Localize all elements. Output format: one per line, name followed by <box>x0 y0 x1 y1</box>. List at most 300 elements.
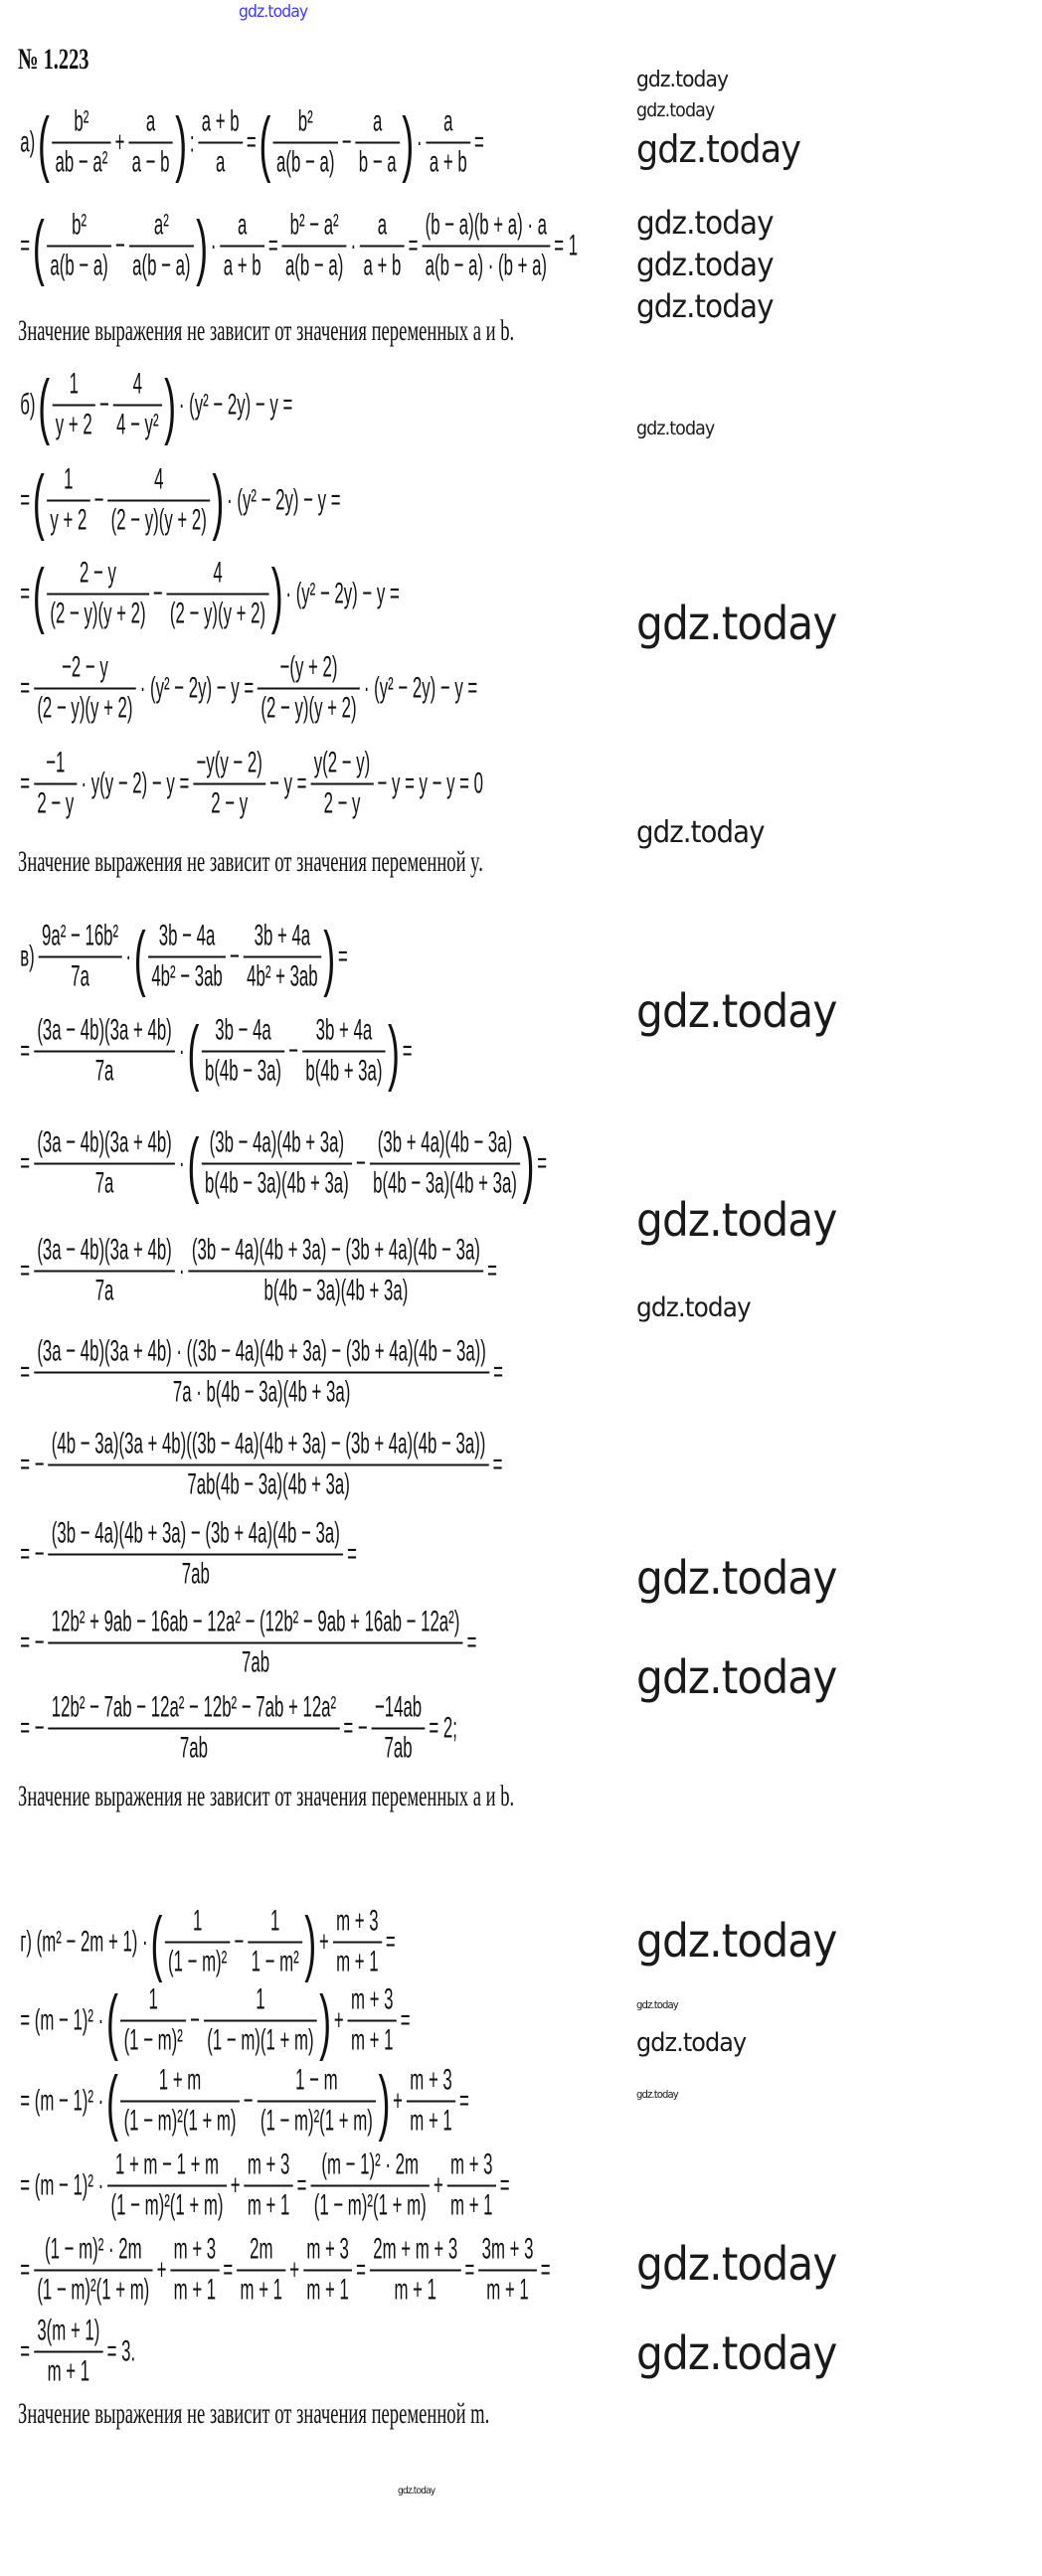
watermark-text: gdz.today <box>636 246 774 283</box>
numerator: b² <box>74 104 89 138</box>
fraction <box>107 2148 227 2223</box>
fraction <box>129 209 194 283</box>
math-text: + <box>230 2168 241 2201</box>
fraction <box>407 2064 455 2139</box>
math-text: = <box>20 1254 31 1287</box>
math-text: − y = <box>269 767 307 799</box>
math-text: = <box>20 229 31 261</box>
watermark-text: gdz.today <box>636 2028 747 2058</box>
fraction <box>34 651 136 726</box>
denominator: a(b − a) <box>47 245 111 283</box>
fraction <box>48 1691 339 1766</box>
numerator: 1 <box>192 1904 203 1938</box>
math-text: + <box>333 2003 344 2036</box>
math-line <box>18 2059 471 2143</box>
math-text: = <box>267 229 278 261</box>
math-text: · (y² − 2y) − y = <box>178 388 293 421</box>
fraction <box>426 105 470 180</box>
math-text: = <box>296 2168 307 2201</box>
denominator: 2 − y <box>193 782 265 821</box>
math-text: · (y² − 2y) − y = <box>227 483 341 516</box>
numerator: −2 − y <box>62 650 108 684</box>
fraction <box>244 920 321 994</box>
numerator: 4 <box>154 462 164 496</box>
math-text: − <box>152 577 163 609</box>
math-text: = <box>347 1537 357 1570</box>
math-text: · <box>179 1146 185 1179</box>
fraction <box>148 920 226 994</box>
fraction <box>244 2148 292 2223</box>
denominator: y + 2 <box>47 499 90 538</box>
math-text: = <box>385 1925 396 1958</box>
right-paren: ) <box>304 1900 317 1983</box>
math-line <box>18 2315 137 2389</box>
math-text: = <box>20 671 31 704</box>
math-text: + <box>114 125 125 158</box>
math-text: = <box>400 2003 411 2036</box>
math-text: − <box>98 388 109 421</box>
math-text: + <box>393 2084 404 2117</box>
numerator: y(2 − y) <box>313 746 371 779</box>
denominator: a + b <box>426 141 470 180</box>
right-paren: ) <box>196 204 209 287</box>
fraction <box>47 463 90 538</box>
denominator: 2 − y <box>34 782 78 821</box>
math-text: − <box>115 229 125 261</box>
fraction <box>355 105 400 180</box>
denominator: a(b − a) · (b + a) <box>422 245 550 283</box>
left-paren: ( <box>38 363 51 446</box>
fraction <box>48 1517 343 1592</box>
denominator: (1 − m)²(1 + m) <box>34 2269 153 2308</box>
numerator: 4 <box>132 367 142 401</box>
watermark-text: gdz.today <box>636 1998 678 2011</box>
math-text: = <box>464 2253 475 2286</box>
numerator: (3b − 4a)(4b + 3a) − (3b + 4a)(4b − 3a) <box>51 1516 340 1550</box>
numerator: a + b <box>201 104 240 138</box>
numerator: (3b − 4a)(4b + 3a) <box>209 1125 345 1159</box>
left-paren: ( <box>106 2059 118 2143</box>
denominator: m + 1 <box>303 2269 352 2308</box>
fraction <box>107 463 210 538</box>
denominator: m + 1 <box>348 2019 397 2058</box>
math-text: · <box>179 1254 185 1287</box>
math-text: · <box>125 940 131 972</box>
fraction <box>478 2233 537 2308</box>
math-text: − <box>341 125 352 158</box>
denominator: 7ab(4b − 3a)(4b + 3a) <box>48 1463 488 1502</box>
watermark-text: gdz.today <box>636 287 774 325</box>
fraction <box>34 2315 103 2389</box>
denominator: (1 − m)²(1 + m) <box>120 2100 240 2139</box>
math-text: = <box>20 577 31 609</box>
fraction <box>39 920 122 994</box>
math-text: − <box>243 2084 254 2117</box>
numerator: −1 <box>46 746 66 779</box>
denominator: 7ab <box>48 1727 339 1766</box>
math-text: · (y² − 2y) − y = <box>363 671 478 704</box>
math-text: · <box>179 1034 185 1067</box>
denominator: 1 − m² <box>248 1941 302 1979</box>
numerator: a <box>237 208 248 242</box>
denominator: (1 − m)² <box>120 2019 186 2058</box>
numerator: 1 <box>269 1904 280 1938</box>
watermark-text: gdz.today <box>636 1551 837 1605</box>
watermark-text: gdz.today <box>636 99 715 121</box>
math-line <box>18 915 350 998</box>
left-paren: ( <box>187 1121 200 1205</box>
watermark-text: gdz.today <box>636 418 715 439</box>
math-line <box>18 1335 505 1410</box>
watermark-text: gdz.today <box>636 2326 837 2380</box>
math-text: = <box>466 1626 477 1658</box>
numerator: a² <box>153 208 169 242</box>
denominator: 7ab <box>372 1727 426 1766</box>
math-text: · y(y − 2) − y = <box>81 767 190 799</box>
watermark-text: gdz.today <box>636 68 729 92</box>
denominator: 4b² − 3ab <box>148 955 226 994</box>
math-text: г) (m² − 2m + 1) · <box>20 1925 148 1958</box>
fraction <box>34 1234 175 1308</box>
watermark-text: gdz.today <box>636 597 837 650</box>
math-text: = <box>20 1355 31 1388</box>
fraction <box>34 1126 175 1201</box>
numerator: 1 <box>256 1982 265 2016</box>
denominator: (2 − y)(y + 2) <box>34 687 136 726</box>
denominator: m + 1 <box>407 2100 455 2139</box>
right-paren: ) <box>270 552 283 635</box>
numerator: m + 3 <box>306 2232 349 2266</box>
numerator: m + 3 <box>173 2232 217 2266</box>
math-text: = <box>402 1034 413 1067</box>
math-text: = <box>246 125 257 158</box>
denominator: m + 1 <box>333 1941 382 1979</box>
fraction <box>120 2064 240 2139</box>
math-text: − <box>234 1925 245 1958</box>
denominator: 2 − y <box>310 782 373 821</box>
denominator: m + 1 <box>447 2184 496 2223</box>
numerator: m + 3 <box>450 2147 493 2181</box>
math-text: = 2; <box>429 1711 457 1744</box>
denominator: b(4b − 3a)(4b + 3a) <box>202 1162 352 1201</box>
math-line <box>18 1428 505 1502</box>
denominator: m + 1 <box>244 2184 292 2223</box>
fraction <box>273 105 338 180</box>
left-paren: ( <box>106 1978 118 2062</box>
math-text: = <box>337 940 348 972</box>
math-text: в) <box>20 940 35 972</box>
watermark-text: gdz.today <box>636 1914 837 1968</box>
watermark-text: gdz.today <box>398 2486 435 2496</box>
numerator: 12b² − 7ab − 12a² − 12b² − 7ab + 12a² <box>51 1690 337 1724</box>
numerator: 3b + 4a <box>254 919 311 952</box>
fraction <box>372 1691 426 1766</box>
numerator: 1 <box>64 462 74 496</box>
left-paren: ( <box>150 1900 163 1983</box>
watermark-text: gdz.today <box>636 815 765 850</box>
fraction <box>48 1606 462 1680</box>
math-line <box>18 1121 549 1205</box>
conclusion-text: Значение выражения не зависит от значения переменных a и b. <box>18 314 515 347</box>
math-line <box>18 651 479 726</box>
denominator: 7a <box>39 955 122 994</box>
math-text: = (m − 1)² · <box>20 2168 104 2201</box>
numerator: 9a² − 16b² <box>42 919 119 952</box>
fraction <box>47 557 149 631</box>
fraction <box>202 1126 352 1201</box>
denominator: (2 − y)(y + 2) <box>47 593 149 631</box>
numerator: −14ab <box>374 1690 423 1724</box>
numerator: m + 3 <box>247 2147 290 2181</box>
math-line <box>18 1234 499 1308</box>
fraction <box>204 1983 317 2058</box>
math-text: = <box>20 483 31 516</box>
numerator: a <box>373 104 383 138</box>
math-text: = <box>20 1146 31 1179</box>
math-text: = <box>537 1146 548 1179</box>
denominator: (2 − y)(y + 2) <box>107 499 210 538</box>
right-paren: ) <box>388 1009 400 1093</box>
math-line <box>18 1009 415 1093</box>
numerator: 1 <box>69 367 79 401</box>
right-paren: ) <box>164 363 177 446</box>
math-text: = 1 <box>554 229 579 261</box>
denominator: ab − a² <box>52 141 110 180</box>
denominator: (2 − y)(y + 2) <box>258 687 360 726</box>
right-paren: ) <box>323 915 336 998</box>
math-line <box>18 458 343 542</box>
denominator: 7a <box>34 1270 175 1308</box>
math-line <box>18 1978 413 2062</box>
fraction <box>189 1234 484 1308</box>
math-line <box>18 1900 398 1983</box>
math-line <box>18 1517 359 1592</box>
math-text: · (y² − 2y) − y = <box>139 671 255 704</box>
numerator: (m − 1)² · 2m <box>321 2147 419 2181</box>
denominator: b(4b − 3a)(4b + 3a) <box>189 1270 484 1308</box>
right-paren: ) <box>175 100 188 184</box>
math-text: = <box>20 2334 31 2367</box>
watermark-text: gdz.today <box>636 2088 678 2101</box>
fraction <box>34 1335 489 1410</box>
denominator: 7ab <box>48 1641 462 1680</box>
numerator: 1 <box>148 1982 158 2016</box>
math-line <box>18 363 294 446</box>
denominator: 7a <box>34 1050 175 1089</box>
fraction <box>370 1126 520 1201</box>
left-paren: ( <box>259 100 271 184</box>
math-text: = − <box>20 1626 45 1658</box>
fraction <box>302 1014 386 1089</box>
fraction <box>34 2233 153 2308</box>
numerator: (3a − 4b)(3a + 4b) · ((3b − 4a)(4b + 3a) − (3b + 4a)(4b − 3a)) <box>37 1334 486 1368</box>
denominator: a <box>198 141 243 180</box>
math-text: = <box>492 1448 503 1480</box>
denominator: a + b <box>360 245 405 283</box>
right-paren: ) <box>319 1978 332 2062</box>
numerator: 1 + m <box>158 2063 202 2097</box>
numerator: (3b + 4a)(4b − 3a) <box>377 1125 513 1159</box>
fraction <box>202 1014 285 1089</box>
fraction <box>193 747 265 821</box>
math-text: − <box>93 483 104 516</box>
right-paren: ) <box>212 458 225 542</box>
math-text: + <box>156 2253 167 2286</box>
denominator: (2 − y)(y + 2) <box>167 593 269 631</box>
fraction <box>237 2233 285 2308</box>
denominator: a(b − a) <box>282 245 347 283</box>
fraction <box>370 2233 461 2308</box>
numerator: b² <box>297 104 313 138</box>
watermark-text: gdz.today <box>636 127 800 171</box>
denominator: b(4b + 3a) <box>302 1050 386 1089</box>
math-line <box>18 204 580 287</box>
fraction <box>170 2233 219 2308</box>
watermark-text: gdz.today <box>636 204 774 242</box>
fraction <box>52 105 110 180</box>
fraction <box>34 1014 175 1089</box>
fraction <box>220 209 264 283</box>
denominator: (1 − m)² <box>165 1941 231 1979</box>
math-text: = <box>459 2084 469 2117</box>
numerator: 3b − 4a <box>158 919 216 952</box>
fraction <box>258 651 360 726</box>
left-paren: ( <box>133 915 146 998</box>
fraction <box>310 2148 430 2223</box>
math-line <box>18 747 485 821</box>
numerator: (3a − 4b)(3a + 4b) <box>37 1125 172 1159</box>
denominator: (1 − m)(1 + m) <box>204 2019 317 2058</box>
fraction <box>52 368 95 442</box>
right-paren: ) <box>402 100 415 184</box>
fraction <box>248 1905 302 1979</box>
numerator: a <box>377 208 388 242</box>
denominator: 4 − y² <box>113 404 162 442</box>
left-paren: ( <box>32 552 45 635</box>
numerator: a <box>443 104 453 138</box>
numerator: b² − a² <box>289 208 339 242</box>
math-text: = <box>540 2253 551 2286</box>
numerator: b² <box>72 208 87 242</box>
fraction <box>310 747 373 821</box>
math-text: = (m − 1)² · <box>20 2084 104 2117</box>
numerator: (3a − 4b)(3a + 4b) <box>37 1233 172 1267</box>
numerator: (3b − 4a)(4b + 3a) − (3b + 4a)(4b − 3a) <box>191 1233 480 1267</box>
numerator: 2m + m + 3 <box>373 2232 458 2266</box>
math-line <box>18 1691 459 1766</box>
math-text: = <box>473 125 484 158</box>
math-line <box>18 2148 512 2223</box>
math-text: · (y² − 2y) − y = <box>285 577 400 609</box>
math-text: + <box>319 1925 329 1958</box>
conclusion-text: Значение выражения не зависит от значения переменной y. <box>18 845 483 878</box>
math-text: а) <box>20 125 36 158</box>
math-text: = − <box>343 1711 368 1744</box>
watermark-text: gdz.today <box>636 2237 837 2291</box>
denominator: a + b <box>220 245 264 283</box>
math-text: − <box>356 1146 366 1179</box>
fraction <box>120 1983 186 2058</box>
math-text: = − <box>20 1711 45 1744</box>
left-paren: ( <box>32 204 45 287</box>
problem-number: № 1.223 <box>18 43 89 76</box>
numerator: 12b² + 9ab − 16ab − 12a² − (12b² − 9ab + 16ab − 12a²) <box>51 1605 460 1638</box>
math-text: · <box>210 229 217 261</box>
math-text: = <box>20 1034 31 1067</box>
denominator: y + 2 <box>52 404 95 442</box>
fraction <box>167 557 269 631</box>
denominator: m + 1 <box>478 2269 537 2308</box>
math-text: = <box>20 2253 31 2286</box>
denominator: 7ab <box>48 1553 343 1592</box>
math-text: − <box>230 940 240 972</box>
numerator: 4 <box>213 556 223 590</box>
numerator: −y(y − 2) <box>196 746 262 779</box>
watermark-text: gdz.today <box>636 1193 837 1247</box>
numerator: 1 + m − 1 + m <box>114 2147 220 2181</box>
left-paren: ( <box>32 458 45 542</box>
math-text: = <box>223 2253 234 2286</box>
math-text: = 3. <box>106 2334 136 2367</box>
denominator: 7a · b(4b − 3a)(4b + 3a) <box>34 1371 489 1410</box>
numerator: (4b − 3a)(3a + 4b)((3b − 4a)(4b + 3a) − (3b + 4a)(4b − 3a)) <box>51 1427 486 1460</box>
numerator: (b − a)(b + a) · a <box>425 208 548 242</box>
denominator: m + 1 <box>237 2269 285 2308</box>
watermark-text: gdz.today <box>636 1650 837 1704</box>
denominator: b − a <box>355 141 400 180</box>
math-text: = <box>408 229 419 261</box>
left-paren: ( <box>37 100 50 184</box>
watermark-top[interactable]: gdz.today <box>239 2 308 22</box>
denominator: a(b − a) <box>129 245 194 283</box>
right-paren: ) <box>522 1121 535 1205</box>
fraction <box>360 209 405 283</box>
math-text: б) <box>20 388 36 421</box>
math-text: = − <box>20 1448 45 1480</box>
numerator: a <box>145 104 156 138</box>
fraction <box>333 1905 382 1979</box>
numerator: −(y + 2) <box>279 650 338 684</box>
math-text: = <box>20 767 31 799</box>
numerator: 3b + 4a <box>315 1013 373 1047</box>
math-text: + <box>433 2168 443 2201</box>
math-text: = <box>356 2253 366 2286</box>
math-text: − y = y − y = 0 <box>377 767 483 799</box>
denominator: b(4b − 3a)(4b + 3a) <box>370 1162 520 1201</box>
numerator: 3(m + 1) <box>37 2314 100 2347</box>
denominator: (1 − m)²(1 + m) <box>107 2184 227 2223</box>
denominator: b(4b − 3a) <box>202 1050 285 1089</box>
math-text: − <box>190 2003 200 2036</box>
math-text: · <box>416 125 423 158</box>
denominator: m + 1 <box>170 2269 219 2308</box>
numerator: 2m <box>250 2232 273 2266</box>
denominator: m + 1 <box>34 2350 103 2389</box>
math-line <box>18 2233 553 2308</box>
numerator: m + 3 <box>336 1904 379 1938</box>
fraction <box>48 1428 488 1502</box>
numerator: (3a − 4b)(3a + 4b) <box>37 1013 172 1047</box>
conclusion-text: Значение выражения не зависит от значения переменных a и b. <box>18 1780 515 1812</box>
numerator: 2 − y <box>80 556 116 590</box>
denominator: m + 1 <box>370 2269 461 2308</box>
fraction <box>128 105 173 180</box>
conclusion-text: Значение выражения не зависит от значения переменной m. <box>18 2397 490 2430</box>
math-text: = <box>499 2168 510 2201</box>
denominator: (1 − m)²(1 + m) <box>258 2100 377 2139</box>
numerator: 1 − m <box>295 2063 338 2097</box>
fraction <box>198 105 243 180</box>
